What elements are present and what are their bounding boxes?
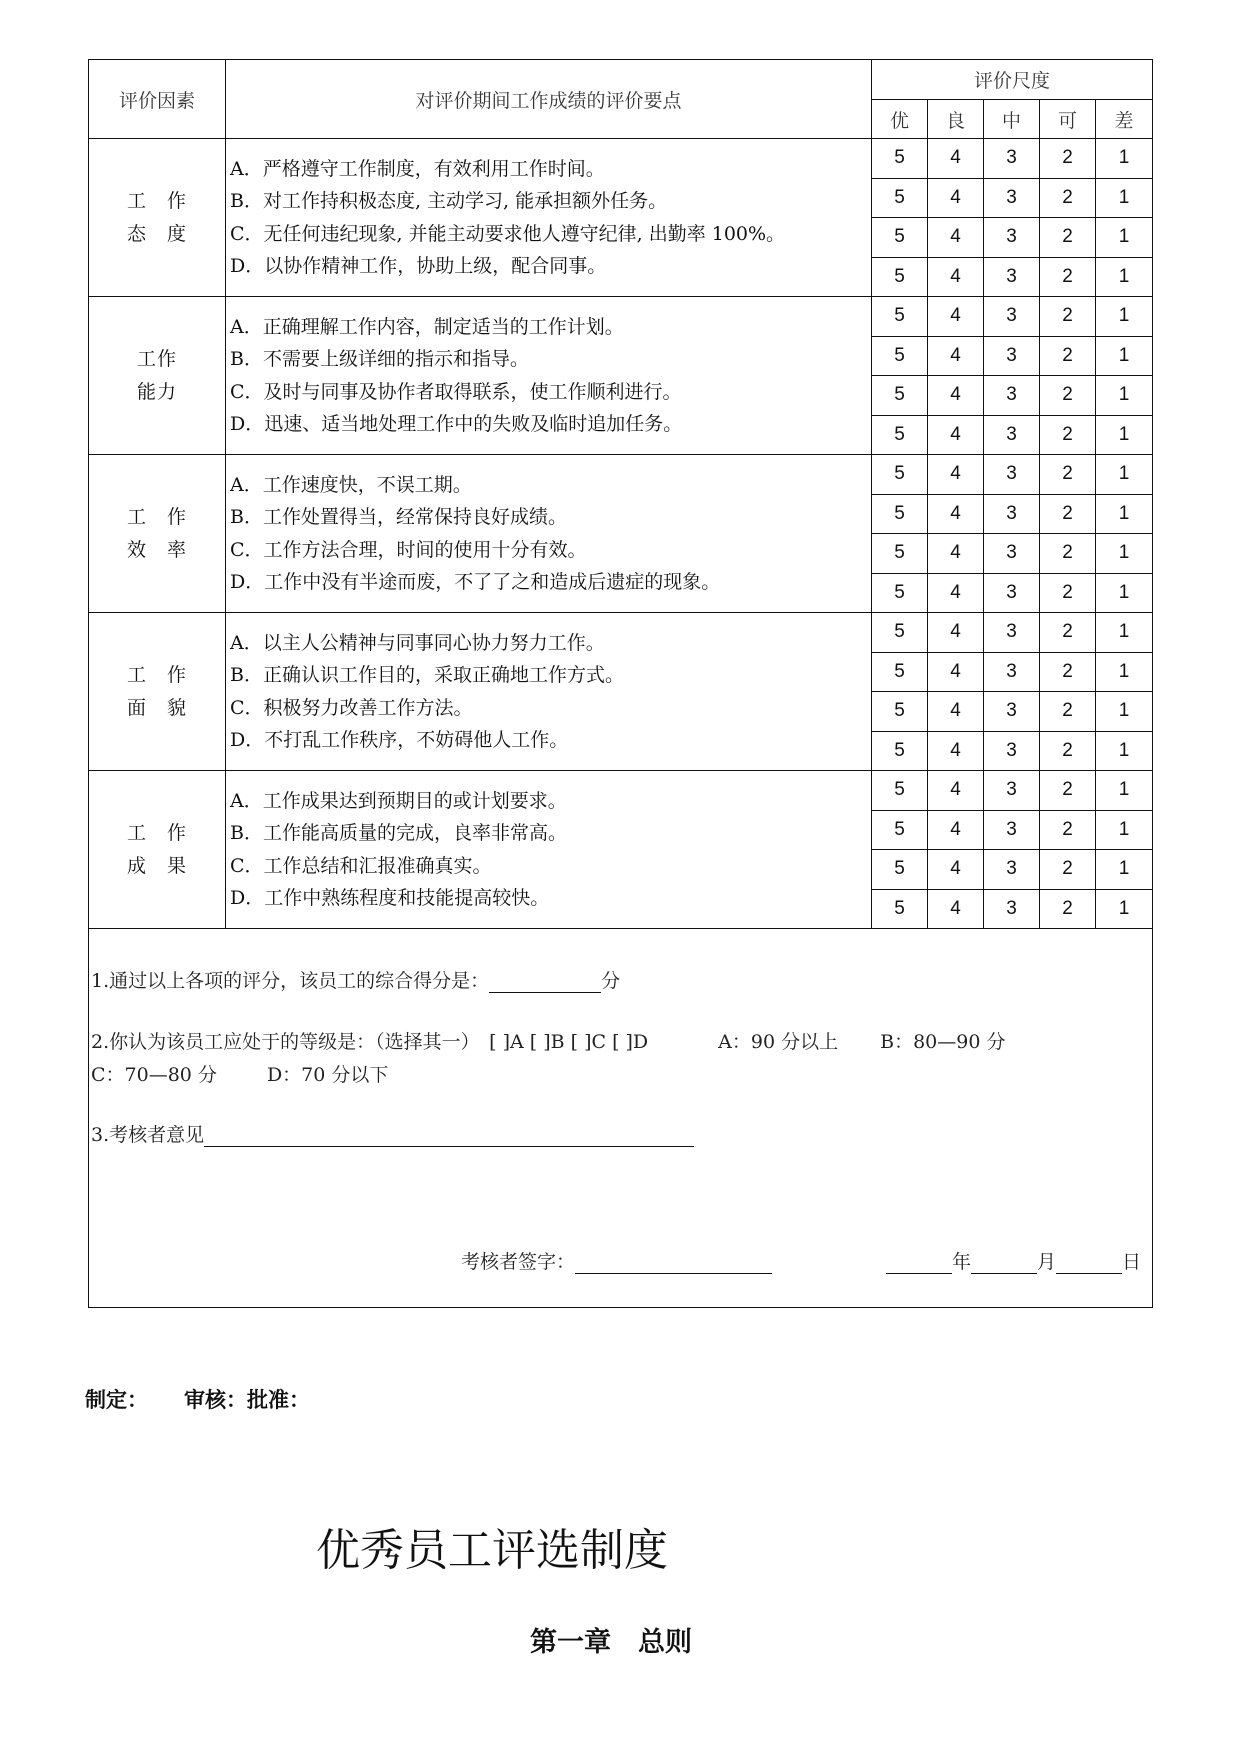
score-cell[interactable]: 5 xyxy=(872,692,928,732)
score-cell[interactable]: 5 xyxy=(872,652,928,692)
score-cell[interactable]: 1 xyxy=(1096,534,1153,574)
score-cell[interactable]: 3 xyxy=(984,810,1040,850)
factor-label-line1: 工 作 xyxy=(126,189,187,212)
score-cell[interactable]: 4 xyxy=(928,297,984,337)
evaluation-table xyxy=(88,59,1153,1308)
score-cell[interactable]: 2 xyxy=(1040,376,1096,416)
evaluation-point: B．工作能高质量的完成，良率非常高。 xyxy=(230,822,567,844)
score-cell[interactable]: 4 xyxy=(928,257,984,297)
score-cell[interactable]: 4 xyxy=(928,336,984,376)
score-cell[interactable]: 2 xyxy=(1040,297,1096,337)
header-grade-excellent: 优 xyxy=(872,100,928,139)
header-scale: 评价尺度 xyxy=(872,60,1153,100)
signature-blank[interactable] xyxy=(575,1253,772,1274)
chapter-heading: 第一章 总则 xyxy=(530,1627,692,1658)
header-factor: 评价因素 xyxy=(89,60,226,139)
factor-label-line2: 成 果 xyxy=(126,854,187,877)
points-results xyxy=(226,771,872,929)
summary-opinion-blank[interactable] xyxy=(204,1126,694,1147)
score-cell[interactable]: 4 xyxy=(928,139,984,179)
score-cell[interactable]: 3 xyxy=(984,178,1040,218)
summary-grade-d: D：70 分以下 xyxy=(266,1064,389,1086)
factor-label-line2: 效 率 xyxy=(126,538,187,561)
score-cell[interactable]: 2 xyxy=(1040,652,1096,692)
score-cell[interactable]: 3 xyxy=(984,889,1040,929)
score-cell[interactable]: 5 xyxy=(872,534,928,574)
score-cell[interactable]: 4 xyxy=(928,889,984,929)
date-day-blank[interactable] xyxy=(1056,1253,1122,1274)
summary-score-prompt: 1.通过以上各项的评分，该员工的综合得分是： xyxy=(91,970,490,992)
summary-level-prompt[interactable]: 2.你认为该员工应处于的等级是：（选择其一） [ ]A [ ]B [ ]C [ ]D xyxy=(91,1031,649,1053)
date-year-blank[interactable] xyxy=(886,1253,952,1274)
score-cell[interactable]: 3 xyxy=(984,613,1040,653)
score-cell[interactable]: 4 xyxy=(928,692,984,732)
score-cell[interactable]: 1 xyxy=(1096,850,1153,890)
score-cell[interactable]: 1 xyxy=(1096,810,1153,850)
score-cell[interactable]: 4 xyxy=(928,573,984,613)
score-cell[interactable]: 3 xyxy=(984,692,1040,732)
score-cell[interactable]: 5 xyxy=(872,771,928,811)
score-cell[interactable]: 2 xyxy=(1040,178,1096,218)
evaluation-point: C．及时与同事及协作者取得联系，使工作顺利进行。 xyxy=(230,380,682,403)
score-cell[interactable]: 3 xyxy=(984,494,1040,534)
score-cell[interactable]: 2 xyxy=(1040,257,1096,297)
score-cell[interactable]: 1 xyxy=(1096,415,1153,455)
score-cell[interactable]: 4 xyxy=(928,494,984,534)
score-cell[interactable]: 1 xyxy=(1096,376,1153,416)
score-cell[interactable]: 3 xyxy=(984,455,1040,495)
factor-ability xyxy=(89,297,226,455)
score-cell[interactable]: 2 xyxy=(1040,534,1096,574)
factor-attitude xyxy=(89,139,226,297)
evaluation-point: C．积极努力改善工作方法。 xyxy=(230,696,473,719)
table-row xyxy=(89,771,1153,811)
score-cell[interactable]: 5 xyxy=(872,336,928,376)
factor-label-line1: 工 作 xyxy=(126,821,187,844)
summary-section xyxy=(89,929,1153,1308)
header-grade-average: 中 xyxy=(984,100,1040,139)
score-cell[interactable]: 3 xyxy=(984,415,1040,455)
summary-grade-c: C：70—80 分 xyxy=(91,1064,217,1086)
evaluation-point: A．严格遵守工作制度，有效利用工作时间。 xyxy=(230,157,605,180)
score-cell[interactable]: 1 xyxy=(1096,573,1153,613)
table-row xyxy=(89,455,1153,495)
score-cell[interactable]: 3 xyxy=(984,850,1040,890)
factor-spirit xyxy=(89,613,226,771)
evaluation-point: D．以协作精神工作，协助上级，配合同事。 xyxy=(230,255,607,277)
score-cell[interactable]: 5 xyxy=(872,810,928,850)
score-cell[interactable]: 4 xyxy=(928,376,984,416)
score-cell[interactable]: 2 xyxy=(1040,850,1096,890)
approved-by-label: 批准： xyxy=(247,1388,310,1412)
reviewed-by-label: 审核： xyxy=(184,1388,247,1412)
score-cell[interactable]: 3 xyxy=(984,257,1040,297)
score-cell[interactable]: 3 xyxy=(984,573,1040,613)
score-cell[interactable]: 3 xyxy=(984,336,1040,376)
score-cell[interactable]: 2 xyxy=(1040,731,1096,771)
table-row xyxy=(89,297,1153,337)
score-cell[interactable]: 4 xyxy=(928,731,984,771)
score-cell[interactable]: 1 xyxy=(1096,257,1153,297)
score-cell[interactable]: 1 xyxy=(1096,218,1153,258)
summary-grade-b: B：80—90 分 xyxy=(880,1031,1006,1053)
evaluation-point: D．不打乱工作秩序，不妨碍他人工作。 xyxy=(230,729,569,751)
header-grade-poor: 差 xyxy=(1096,100,1153,139)
score-cell[interactable]: 2 xyxy=(1040,810,1096,850)
evaluation-point: A．工作成果达到预期目的或计划要求。 xyxy=(230,789,567,812)
date-year-label: 年 xyxy=(952,1251,972,1273)
score-cell[interactable]: 5 xyxy=(872,494,928,534)
score-cell[interactable]: 1 xyxy=(1096,731,1153,771)
points-efficiency xyxy=(226,455,872,613)
score-cell[interactable]: 4 xyxy=(928,178,984,218)
factor-label-line2: 态 度 xyxy=(126,222,187,245)
score-cell[interactable]: 3 xyxy=(984,139,1040,179)
score-cell[interactable]: 5 xyxy=(872,731,928,771)
evaluation-point: B．不需要上级详细的指示和指导。 xyxy=(230,348,529,370)
score-cell[interactable]: 4 xyxy=(928,850,984,890)
header-grade-fair: 可 xyxy=(1040,100,1096,139)
score-cell[interactable]: 3 xyxy=(984,218,1040,258)
score-cell[interactable]: 3 xyxy=(984,731,1040,771)
score-cell[interactable]: 3 xyxy=(984,652,1040,692)
points-attitude xyxy=(226,139,872,297)
table-row xyxy=(89,139,1153,179)
evaluation-point: C．无任何违纪现象, 并能主动要求他人遵守纪律, 出勤率 100%。 xyxy=(230,222,786,245)
score-cell[interactable]: 1 xyxy=(1096,613,1153,653)
evaluation-point: A．以主人公精神与同事同心协力努力工作。 xyxy=(230,631,605,654)
score-cell[interactable]: 5 xyxy=(872,613,928,653)
score-cell[interactable]: 5 xyxy=(872,455,928,495)
summary-date-line xyxy=(886,1247,1141,1274)
score-cell[interactable]: 2 xyxy=(1040,139,1096,179)
score-cell[interactable]: 5 xyxy=(872,889,928,929)
header-points: 对评价期间工作成绩的评价要点 xyxy=(226,60,872,139)
score-cell[interactable]: 5 xyxy=(872,415,928,455)
summary-opinion-prompt: 3.考核者意见 xyxy=(91,1124,205,1146)
score-cell[interactable]: 4 xyxy=(928,810,984,850)
document-title: 优秀员工评选制度 xyxy=(316,1525,668,1576)
factor-label-line1: 工作 xyxy=(136,347,177,370)
summary-score-unit: 分 xyxy=(601,970,621,992)
score-cell[interactable]: 5 xyxy=(872,297,928,337)
evaluation-point: A．正确理解工作内容，制定适当的工作计划。 xyxy=(230,315,624,338)
score-cell[interactable]: 1 xyxy=(1096,139,1153,179)
score-cell[interactable]: 2 xyxy=(1040,771,1096,811)
summary-signature-line xyxy=(461,1247,772,1274)
score-cell[interactable]: 2 xyxy=(1040,573,1096,613)
factor-label-line2: 能力 xyxy=(136,380,177,403)
score-cell[interactable]: 1 xyxy=(1096,455,1153,495)
factor-efficiency xyxy=(89,455,226,613)
made-by-label: 制定： xyxy=(85,1388,148,1412)
factor-label-line1: 工 作 xyxy=(126,505,187,528)
summary-level-line-2 xyxy=(91,1060,388,1087)
score-cell[interactable]: 3 xyxy=(984,771,1040,811)
score-cell[interactable]: 2 xyxy=(1040,613,1096,653)
summary-grade-a: A：90 分以上 xyxy=(718,1031,839,1053)
score-cell[interactable]: 4 xyxy=(928,415,984,455)
summary-opinion-line xyxy=(91,1120,694,1147)
summary-level-line xyxy=(91,1027,1005,1054)
score-cell[interactable]: 2 xyxy=(1040,455,1096,495)
factor-label-line2: 面 貌 xyxy=(126,696,187,719)
score-cell[interactable]: 4 xyxy=(928,771,984,811)
score-cell[interactable]: 1 xyxy=(1096,889,1153,929)
score-cell[interactable]: 3 xyxy=(984,297,1040,337)
evaluation-point: B．工作处置得当，经常保持良好成绩。 xyxy=(230,506,567,528)
score-cell[interactable]: 3 xyxy=(984,534,1040,574)
score-cell[interactable]: 1 xyxy=(1096,494,1153,534)
factor-results xyxy=(89,771,226,929)
score-cell[interactable]: 1 xyxy=(1096,692,1153,732)
points-ability xyxy=(226,297,872,455)
summary-score-blank[interactable] xyxy=(489,972,601,993)
score-cell[interactable]: 1 xyxy=(1096,297,1153,337)
evaluation-point: A．工作速度快，不误工期。 xyxy=(230,473,472,496)
score-cell[interactable]: 3 xyxy=(984,376,1040,416)
score-cell[interactable]: 1 xyxy=(1096,771,1153,811)
score-cell[interactable]: 2 xyxy=(1040,415,1096,455)
score-cell[interactable]: 2 xyxy=(1040,889,1096,929)
score-cell[interactable]: 5 xyxy=(872,573,928,613)
score-cell[interactable]: 2 xyxy=(1040,494,1096,534)
date-day-label: 日 xyxy=(1122,1251,1142,1273)
date-month-blank[interactable] xyxy=(971,1253,1037,1274)
score-cell[interactable]: 4 xyxy=(928,613,984,653)
score-cell[interactable]: 5 xyxy=(872,376,928,416)
approval-line xyxy=(85,1384,310,1414)
score-cell[interactable]: 4 xyxy=(928,534,984,574)
signature-label: 考核者签字： xyxy=(461,1251,576,1273)
score-cell[interactable]: 4 xyxy=(928,455,984,495)
score-cell[interactable]: 2 xyxy=(1040,218,1096,258)
table-row xyxy=(89,613,1153,653)
score-cell[interactable]: 5 xyxy=(872,850,928,890)
score-cell[interactable]: 1 xyxy=(1096,178,1153,218)
score-cell[interactable]: 1 xyxy=(1096,652,1153,692)
evaluation-point: D．工作中熟练程度和技能提高较快。 xyxy=(230,887,550,909)
score-cell[interactable]: 2 xyxy=(1040,692,1096,732)
score-cell[interactable]: 5 xyxy=(872,257,928,297)
score-cell[interactable]: 5 xyxy=(872,178,928,218)
summary-score-line xyxy=(91,966,620,993)
score-cell[interactable]: 4 xyxy=(928,652,984,692)
evaluation-point: D．迅速、适当地处理工作中的失败及临时追加任务。 xyxy=(230,413,683,435)
evaluation-point: B．正确认识工作目的，采取正确地工作方式。 xyxy=(230,664,624,686)
evaluation-point: C．工作总结和汇报准确真实。 xyxy=(230,854,492,877)
score-cell[interactable]: 1 xyxy=(1096,336,1153,376)
score-cell[interactable]: 4 xyxy=(928,218,984,258)
points-spirit xyxy=(226,613,872,771)
score-cell[interactable]: 5 xyxy=(872,139,928,179)
evaluation-point: D．工作中没有半途而废，不了了之和造成后遗症的现象。 xyxy=(230,571,721,593)
evaluation-point: C．工作方法合理，时间的使用十分有效。 xyxy=(230,538,587,561)
date-month-label: 月 xyxy=(1037,1251,1057,1273)
score-cell[interactable]: 2 xyxy=(1040,336,1096,376)
factor-label-line1: 工 作 xyxy=(126,663,187,686)
score-cell[interactable]: 5 xyxy=(872,218,928,258)
header-grade-good: 良 xyxy=(928,100,984,139)
evaluation-point: B．对工作持积极态度, 主动学习, 能承担额外任务。 xyxy=(230,190,668,212)
